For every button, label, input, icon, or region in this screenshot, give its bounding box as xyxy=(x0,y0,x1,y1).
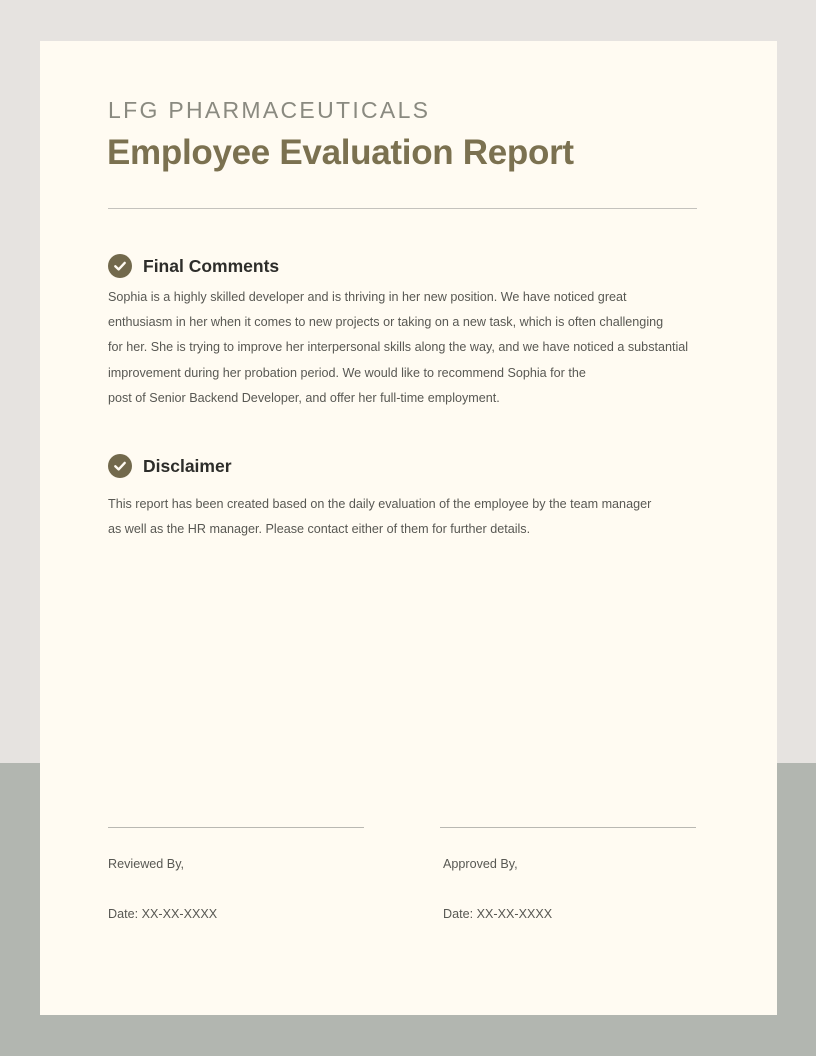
reviewed-date: Date: XX-XX-XXXX xyxy=(108,907,218,921)
approved-date: Date: XX-XX-XXXX xyxy=(443,907,553,921)
paragraph-line: This report has been created based on the daily evaluation of the employee by the team manager xyxy=(108,497,652,511)
paragraph-line: as well as the HR manager. Please contact either of them for further details. xyxy=(108,522,531,537)
section-final-comments-heading xyxy=(108,254,279,278)
section-title: Final Comments xyxy=(143,255,280,276)
check-circle-icon xyxy=(108,454,132,478)
report-page xyxy=(40,41,777,1015)
paragraph-line: improvement during her probation period. We would like to recommend Sophia for the xyxy=(108,365,586,380)
section-title: Disclaimer xyxy=(143,455,232,476)
disclaimer-text xyxy=(108,492,651,542)
company-name: LFG PHARMACEUTICALS xyxy=(108,97,431,123)
approver-signature-line xyxy=(440,827,696,828)
reviewer-signature-line xyxy=(108,827,364,828)
approved-by-label: Approved By, xyxy=(443,857,518,871)
report-title: Employee Evaluation Report xyxy=(107,133,574,172)
final-comments-text xyxy=(108,285,688,411)
paragraph-line: post of Senior Backend Developer, and offer her full-time employment. xyxy=(108,390,500,405)
paragraph-line: Sophia is a highly skilled developer and is thriving in her new position. We have noticed great xyxy=(108,290,627,304)
paragraph-line: for her. She is trying to improve her interpersonal skills along the way, and we have noticed a substantial xyxy=(108,340,689,355)
check-circle-icon xyxy=(108,254,132,278)
section-disclaimer-heading xyxy=(108,454,232,478)
header-divider xyxy=(108,208,697,209)
paragraph-line: enthusiasm in her when it comes to new projects or taking on a new task, which is often challenging xyxy=(108,315,664,330)
reviewed-by-label: Reviewed By, xyxy=(108,857,185,871)
